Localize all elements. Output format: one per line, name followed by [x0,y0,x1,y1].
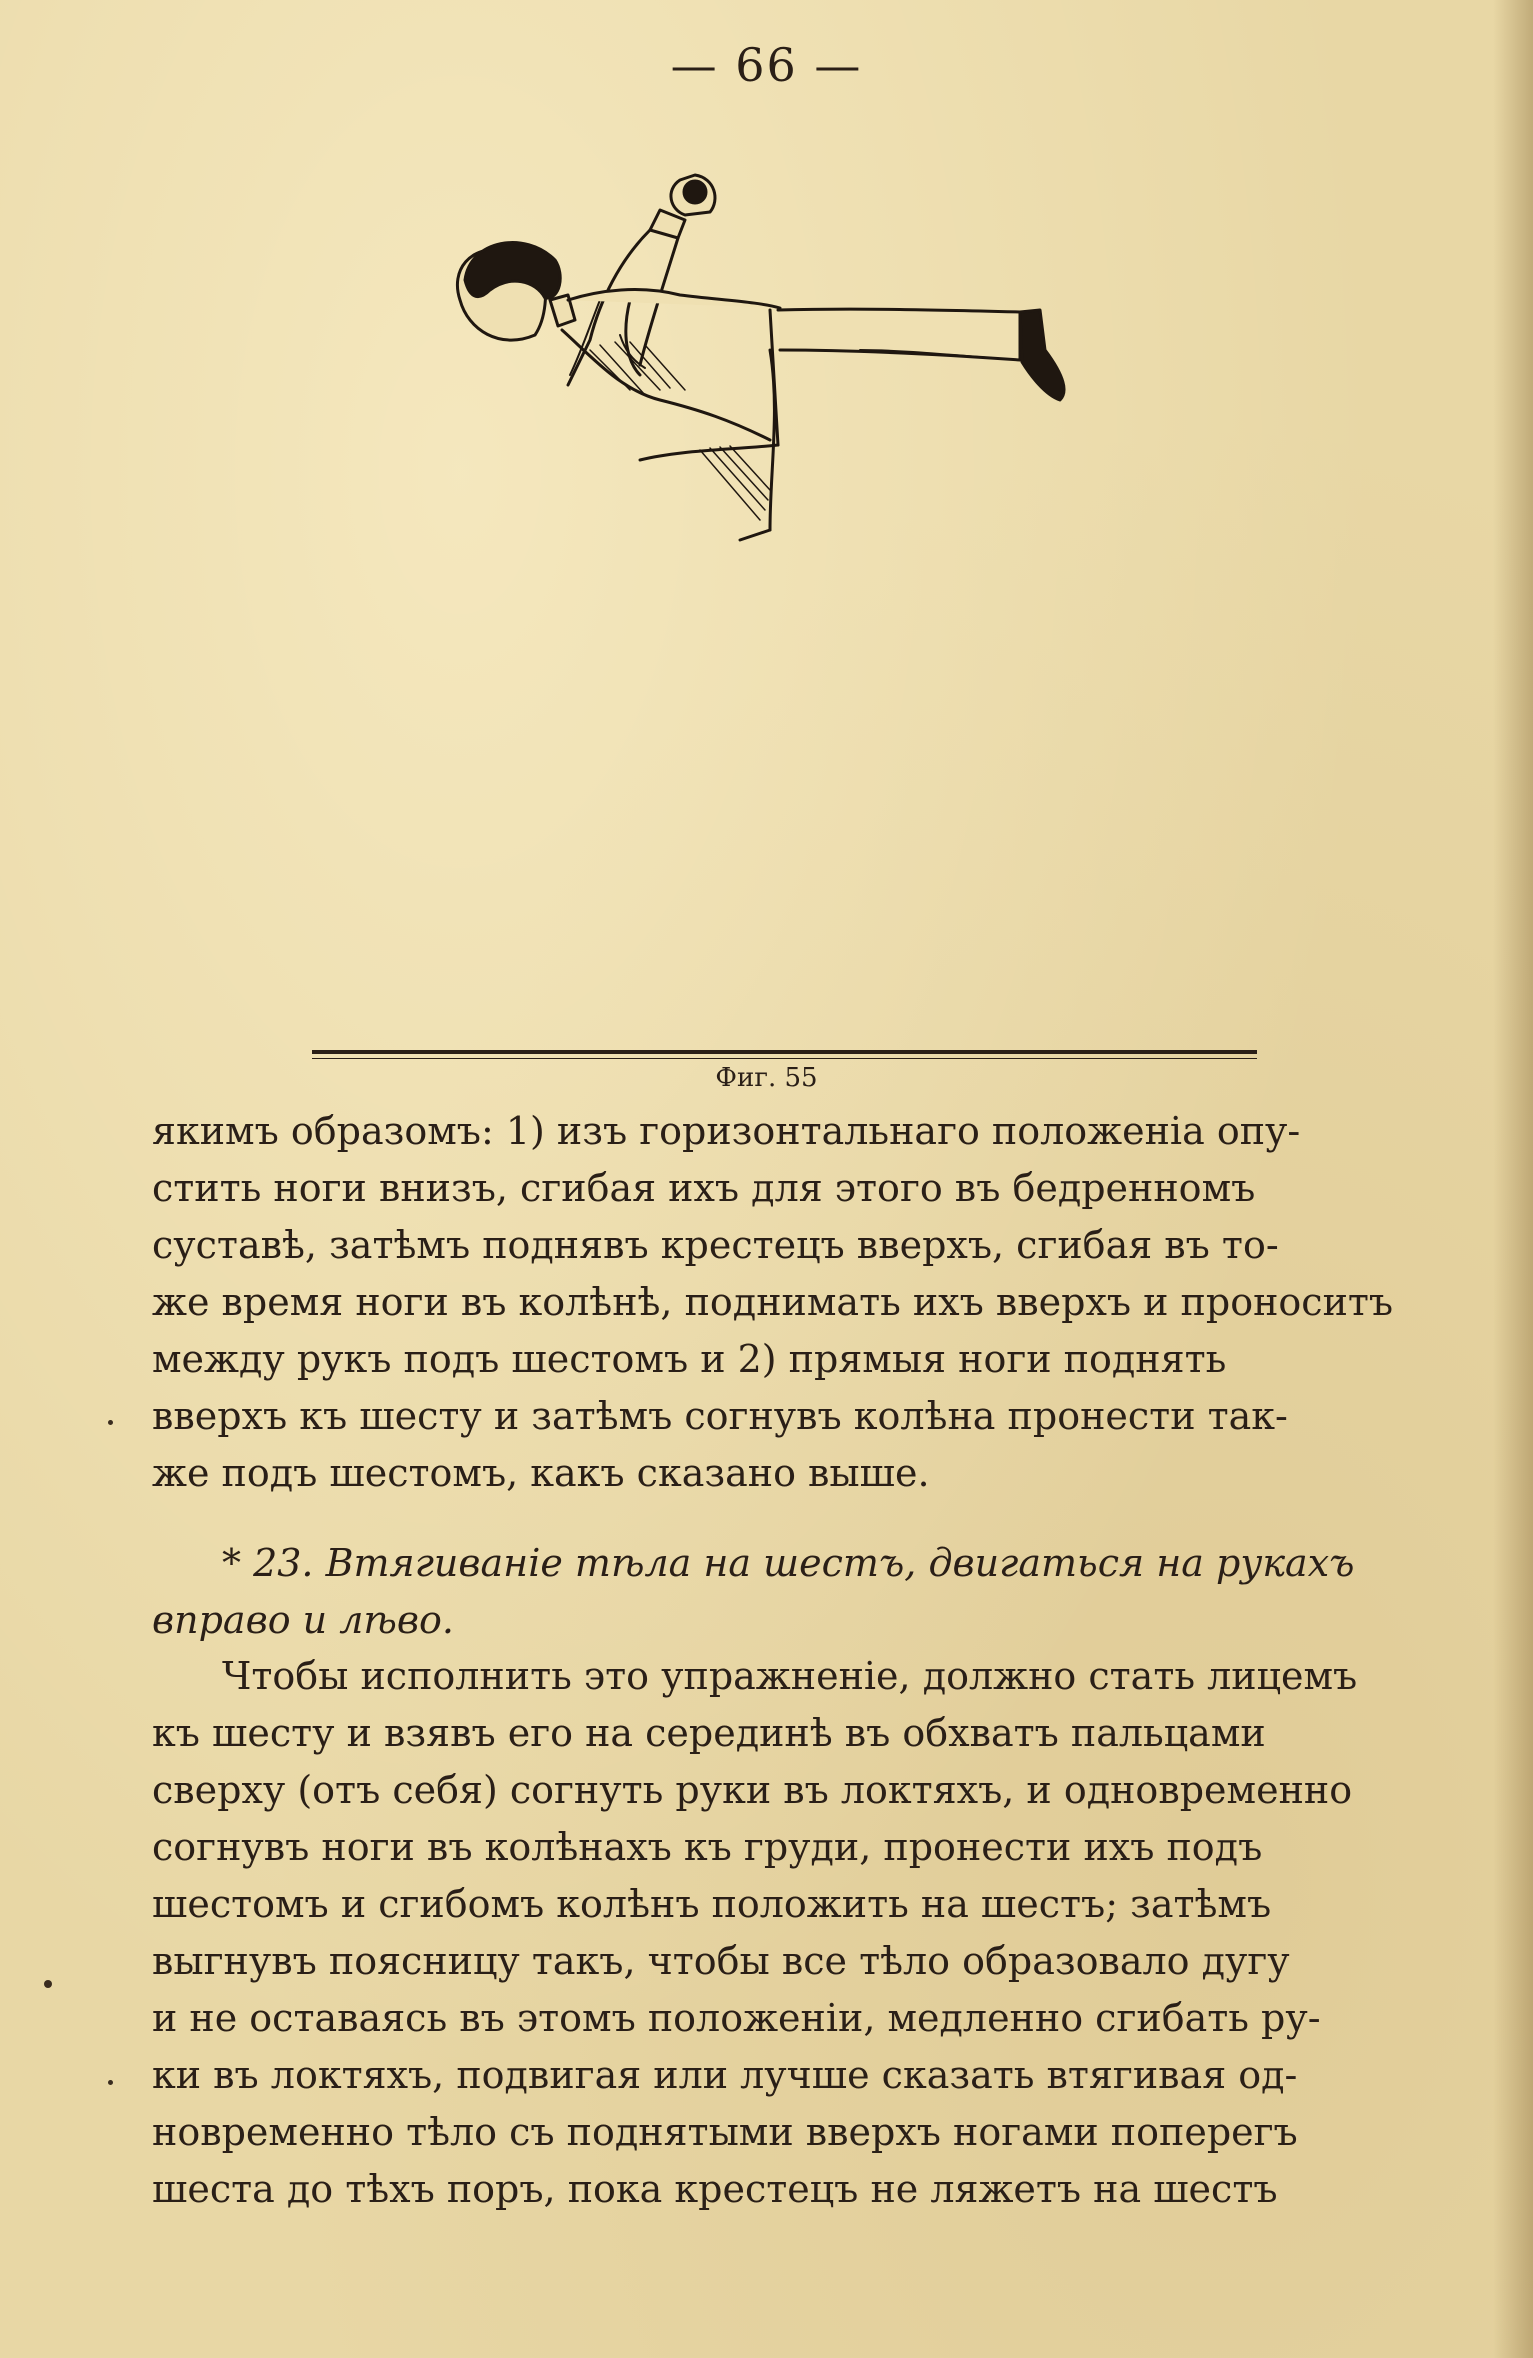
text-line: же подъ шестомъ, какъ сказано выше. [152,1451,930,1495]
paragraph-continuation [152,1103,1424,1502]
text-line: между рукъ подъ шестомъ и 2) прямыя ноги поднять [152,1337,1227,1381]
text-line: сверху (отъ себя) согнуть руки въ локтяхъ, и одновременно [152,1768,1353,1812]
text-line: новременно тѣло съ поднятыми вверхъ ногами поперегъ [152,2110,1298,2154]
text-line: якимъ образомъ: 1) изъ горизонтальнаго положенiа опу- [152,1109,1301,1153]
figure-caption: Фиг. 55 [715,1063,818,1093]
text-line: вверхъ къ шесту и затѣмъ согнувъ колѣна пронести так- [152,1394,1288,1438]
heading-line: вправо и лѣво. [152,1598,454,1642]
paragraph-body [152,1648,1424,2218]
text-line: Чтобы исполнить это упражненiе, должно стать лицемъ [222,1654,1358,1698]
text-line: согнувъ ноги въ колѣнахъ къ груди, пронести ихъ подъ [152,1825,1263,1869]
section-heading [152,1535,1424,1649]
figure-rule [312,1050,1257,1054]
text-line: выгнувъ поясницу такъ, чтобы все тѣло образовало дугу [152,1939,1290,1983]
text-line: и не оставаясь въ этомъ положенiи, медленно сгибать ру- [152,1996,1321,2040]
margin-ink-dot [108,1420,113,1425]
text-line: ки въ локтяхъ, подвигая или лучше сказать втягивая од- [152,2053,1298,2097]
text-line: шеста до тѣхъ поръ, пока крестецъ не ляжетъ на шестъ [152,2167,1278,2211]
text-line: шестомъ и сгибомъ колѣнъ положить на шестъ; затѣмъ [152,1882,1272,1926]
page-edge-shadow [1493,0,1533,2358]
margin-ink-dot [44,1980,52,1988]
text-line: стить ноги внизъ, сгибая ихъ для этого въ бедренномъ [152,1166,1256,1210]
heading-line: * 23. Втягиванiе тѣла на шестъ, двигаться на рукахъ [222,1541,1355,1585]
text-line: къ шесту и взявъ его на серединѣ въ обхватъ пальцами [152,1711,1266,1755]
text-line: суставѣ, затѣмъ поднявъ крестецъ вверхъ, сгибая въ то- [152,1223,1279,1267]
figure-rule-thin [312,1058,1257,1059]
margin-ink-dot [108,2080,113,2085]
page-number: — 66 — [670,38,863,92]
text-line: же время ноги въ колѣнѣ, поднимать ихъ вверхъ и проноситъ [152,1280,1394,1324]
gymnast-illustration [300,150,1280,710]
